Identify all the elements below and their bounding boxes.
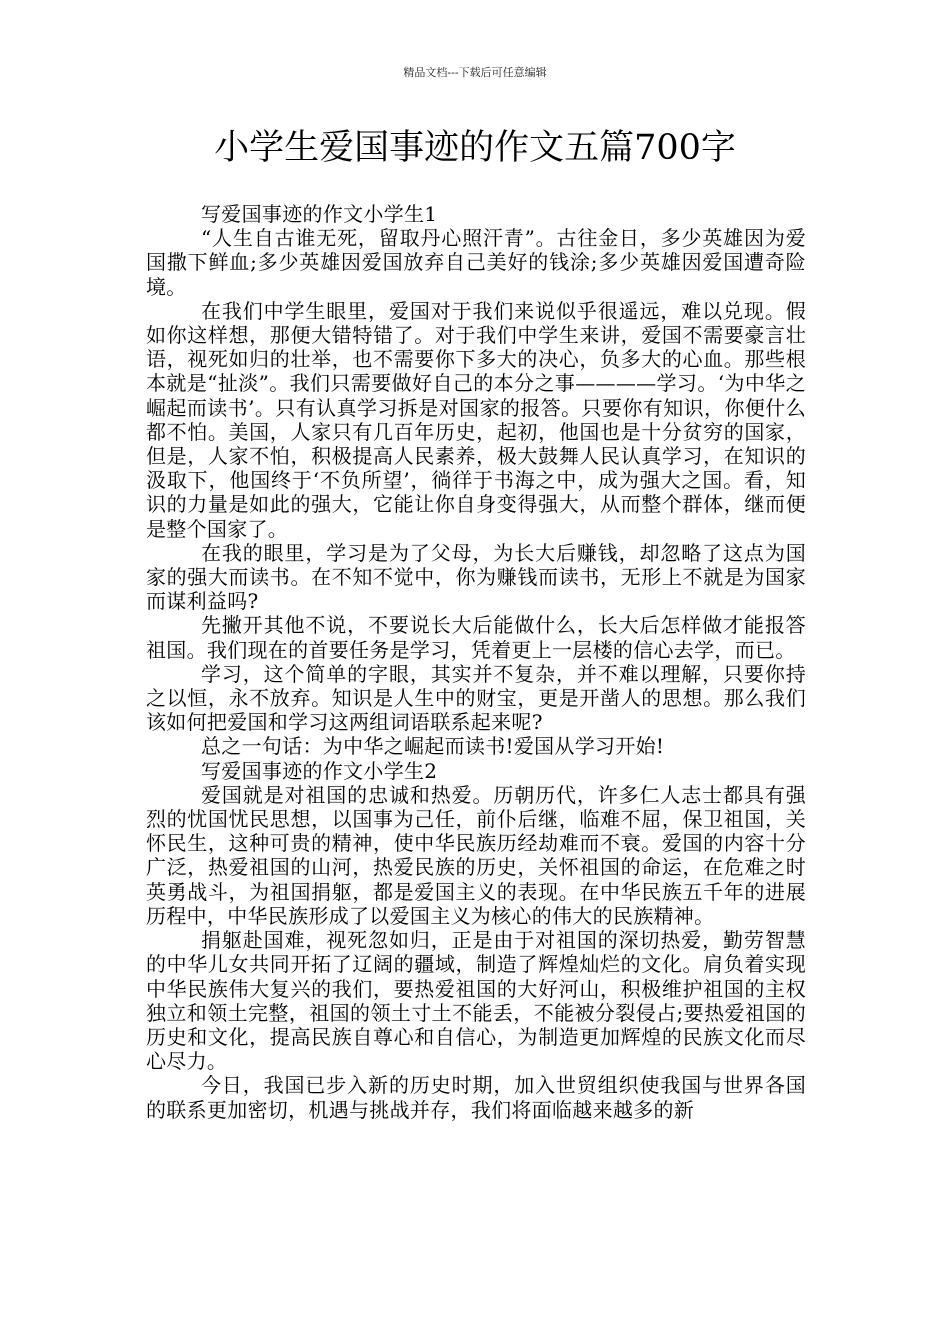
document-title: 小学生爱国事迹的作文五篇700字 <box>214 128 736 168</box>
paragraph: 总之一句话：为中华之崛起而读书!爱国从学习开始! <box>201 734 665 759</box>
section-heading: 写爱国事迹的作文小学生1 <box>201 202 438 226</box>
paragraph: “人生自古谁无死，留取丹心照汗青”。古往金日，多少英雄因为爱国撒下鲜血;多少英雄因爱国放弃自己美好的钱涂;多少英雄因爱国遭奇险境。 <box>146 226 806 299</box>
document-body <box>146 202 806 1122</box>
header-note: 精品文档---下载后可任意编辑 <box>403 66 547 79</box>
paragraph: 今日，我国已步入新的历史时期，加入世贸组织使我国与世界各国的联系更加密切，机遇与挑战并存，我们将面临越来越多的新 <box>146 1073 806 1122</box>
paragraph: 学习，这个简单的字眼，其实并不复杂，并不难以理解，只要你持之以恒，永不放弃。知识是人生中的财宝，更是开凿人的思想。那么我们该如何把爱国和学习这两组词语联系起来呢? <box>146 661 806 735</box>
paragraph: 爱国就是对祖国的忠诚和热爱。历朝历代，许多仁人志士都具有强烈的忧国忧民思想，以国事为己任，前仆后继，临难不屈，保卫祖国，关怀民生，这种可贵的精神，使中华民族历经劫难而不衰。爱国的内容十分广泛，热爱祖国的山河，热爱民族的历史，关怀祖国的命运，在危难之时英勇战斗，为祖国捐躯，都是爱国主义的表现。在中华民族五千年的进展历程中，中华民族形成了以爱国主义为核心的伟大的民族精神。 <box>146 782 806 928</box>
paragraph: 捐躯赴国难，视死忽如归，正是由于对祖国的深切热爱，勤劳智慧的中华儿女共同开拓了辽阔的疆域，制造了辉煌灿烂的文化。肩负着实现中华民族伟大复兴的我们，要热爱祖国的大好河山，积极维护祖国的主权独立和领土完整，祖国的领土寸土不能丢，不能被分裂侵占;要热爱祖国的历史和文化，提高民族自尊心和自信心，为制造更加辉煌的民族文化而尽心尽力。 <box>146 928 806 1074</box>
paragraph: 在我的眼里，学习是为了父母，为长大后赚钱，却忽略了这点为国家的强大而读书。在不知不觉中，你为赚钱而读书，无形上不就是为国家而谋利益吗? <box>146 540 806 614</box>
section-heading: 写爱国事迹的作文小学生2 <box>201 758 438 783</box>
paragraph: 在我们中学生眼里，爱国对于我们来说似乎很遥远，难以兑现。假如你这样想，那便大错特错了。对于我们中学生来讲，爱国不需要豪言壮语，视死如归的壮举，也不需要你下多大的决心，负多大的心血。那些根本就是“扯淡”。我们只需要做好自己的本分之事————学习。‘为中华之崛起而读书’。只有认真学习拆是对国家的报答。只要你有知识，你便什么都不怕。美国，人家只有几百年历史，起初，他国也是十分贫穷的国家，但是，人家不怕，积极提高人民素养，极大鼓舞人民认真学习，在知识的汲取下，他国终于‘不负所望’，徜徉于书海之中，成为强大之国。看，知识的力量是如此的强大，它能让你自身变得强大，从而整个群体，继而便是整个国家了。 <box>146 298 806 541</box>
paragraph: 先撇开其他不说，不要说长大后能做什么，长大后怎样做才能报答祖国。我们现在的首要任务是学习，凭着更上一层楼的信心去学，而已。 <box>146 613 806 662</box>
